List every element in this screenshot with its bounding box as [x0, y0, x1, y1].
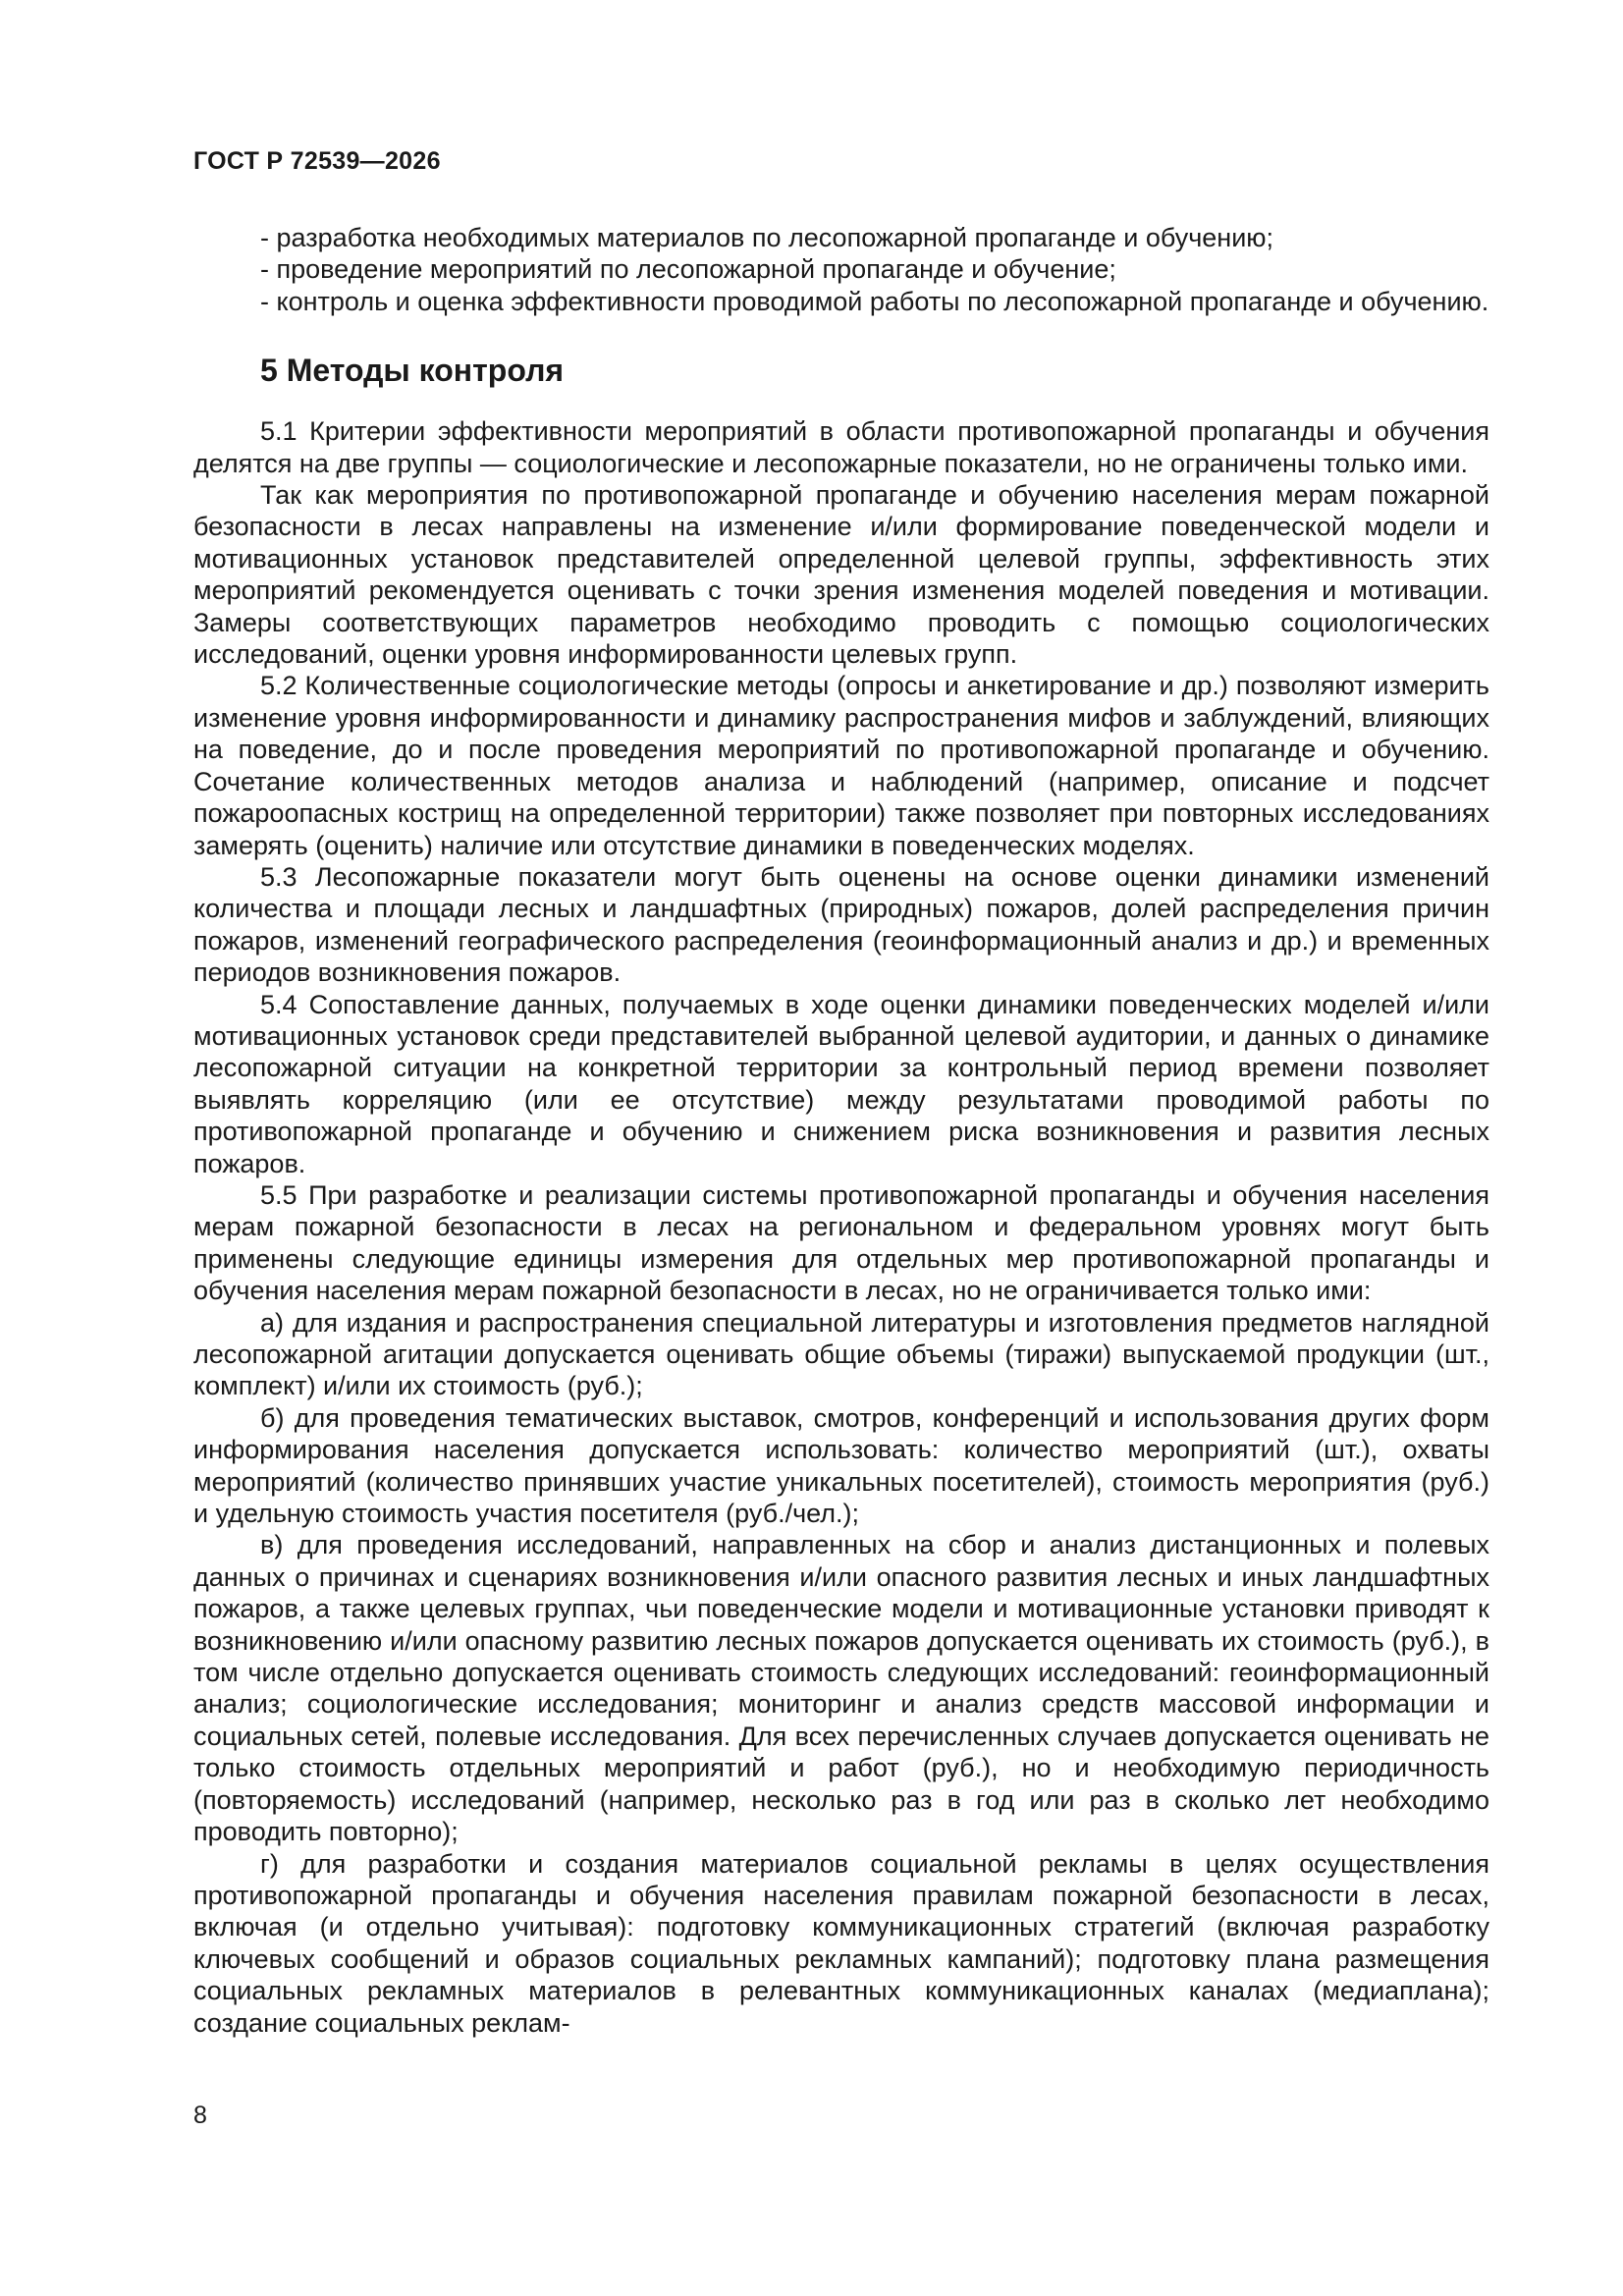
list-item-b: б) для проведения тематических выставок, смотров, конференций и использования других форм информирования населения допускается использовать: количество мероприятий (шт.), охваты мероприятий (количество принявших участие уникальных посетителей), стоимость мероприятия (руб.) и удельную стоимость участия посетителя (руб./чел.);	[193, 1402, 1489, 1529]
document-body	[193, 222, 1489, 2039]
list-item-a: а) для издания и распространения специальной литературы и изготовления предметов наглядной лесопожарной агитации допускается оценивать общие объемы (тиражи) выпускаемой продукции (шт., комплект) и/или их стоимость (руб.);	[193, 1307, 1489, 1401]
paragraph-5-4: 5.4 Сопоставление данных, получаемых в ходе оценки динамики поведенческих моделей и/или мотивационных установок среди представителей выбранной целевой аудитории, и данных о динамике лесопожарной ситуации на конкретной территории за контрольный период времени позволяет выявлять корреляцию (или ее отсутствие) между результатами проводимой работы по противопожарной пропаганде и обучению и снижением риска возникновения и развития лесных пожаров.	[193, 989, 1489, 1178]
page-number: 8	[193, 2102, 207, 2129]
document-header: ГОСТ Р 72539—2026	[193, 147, 441, 175]
paragraph-5-2: 5.2 Количественные социологические методы (опросы и анкетирование и др.) позволяют измерить изменение уровня информированности и динамику распространения мифов и заблуждений, влияющих на поведение, до и после проведения мероприятий по противопожарной пропаганде и обучению. Сочетание количественных методов анализа и наблюдений (например, описание и подсчет пожароопасных кострищ на определенной территории) также позволяет при повторных исследованиях замерять (оценить) наличие или отсутствие динамики в поведенческих моделях.	[193, 671, 1489, 860]
list-item: - контроль и оценка эффективности проводимой работы по лесопожарной пропаганде и обучению.	[260, 286, 1489, 316]
section-title: 5 Методы контроля	[260, 353, 565, 389]
list-item-v: в) для проведения исследований, направленных на сбор и анализ дистанционных и полевых данных о причинах и сценариях возникновения и/или опасного развития лесных и иных ландшафтных пожаров, а также целевых группах, чьи поведенческие модели и мотивационные установки приводят к возникновению и/или опасному развитию лесных пожаров допускается оценивать их стоимость (руб.), в том числе отдельно допускается оценивать стоимость следующих исследований: геоинформационный анализ; социологические исследования; мониторинг и анализ средств массовой информации и социальных сетей, полевые исследования. Для всех перечисленных случаев допускается оценивать не только стоимость отдельных мероприятий и работ (руб.), но и необходимую периодичность (повторяемость) исследований (например, несколько раз в год или раз в сколько лет необходимо проводить повторно);	[193, 1530, 1489, 1847]
list-item: - разработка необходимых материалов по лесопожарной пропаганде и обучению;	[260, 223, 1274, 252]
list-item-g: г) для разработки и создания материалов социальной рекламы в целях осуществления противопожарной пропаганды и обучения населения правилам пожарной безопасности в лесах, включая (и отдельно учитывая): подготовку коммуникационных стратегий (включая разработку ключевых сообщений и образов социальных рекламных кампаний); подготовку плана размещения социальных рекламных материалов в релевантных коммуникационных каналах (медиаплана); создание социальных реклам-	[193, 1848, 1489, 2038]
paragraph-5-5: 5.5 При разработке и реализации системы противопожарной пропаганды и обучения населения мерам пожарной безопасности в лесах на региональном и федеральном уровнях могут быть применены следующие единицы измерения для отдельных мер противопожарной пропаганды и обучения населения мерам пожарной безопасности в лесах, но не ограничивается только ими:	[193, 1179, 1489, 1306]
paragraph-5-1: 5.1 Критерии эффективности мероприятий в области противопожарной пропаганды и обучения делятся на две группы — социологические и лесопожарные показатели, но не ограничены только ими.	[193, 416, 1489, 478]
paragraph: Так как мероприятия по противопожарной пропаганде и обучению населения мерам пожарной безопасности в лесах направлены на изменение и/или формирование поведенческой модели и мотивационных установок представителей определенной целевой группы, эффективность этих мероприятий рекомендуется оценивать с точки зрения изменения моделей поведения и мотивации. Замеры соответствующих параметров необходимо проводить с помощью социологических исследований, оценки уровня информированности целевых групп.	[193, 480, 1489, 670]
list-item: - проведение мероприятий по лесопожарной пропаганде и обучение;	[260, 254, 1116, 285]
paragraph-5-3: 5.3 Лесопожарные показатели могут быть оценены на основе оценки динамики изменений количества и площади лесных и ландшафтных (природных) пожаров, долей распределения причин пожаров, изменений географического распределения (геоинформационный анализ и др.) и временных периодов возникновения пожаров.	[193, 861, 1489, 988]
